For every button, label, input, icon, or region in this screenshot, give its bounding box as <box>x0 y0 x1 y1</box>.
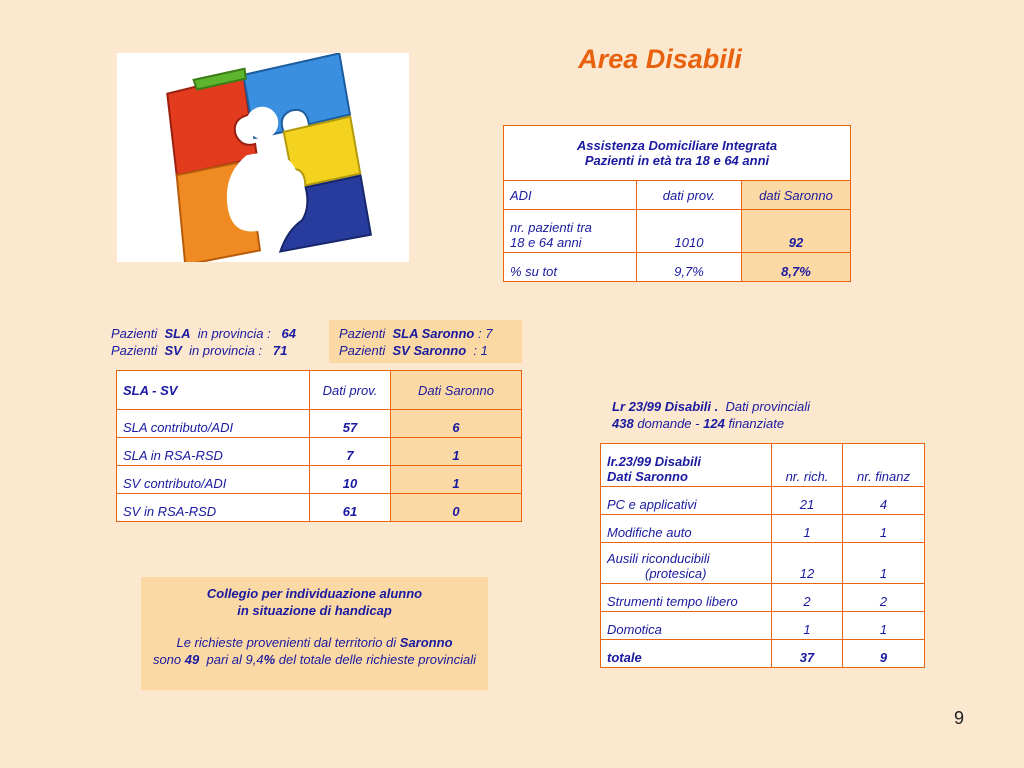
table-row <box>601 584 925 612</box>
sla-row-prov: 57 <box>310 410 391 438</box>
lr-row-label: Domotica <box>601 612 772 640</box>
adi-row-label-line1: nr. pazienti tra <box>510 220 592 235</box>
sla-row-prov: 61 <box>310 494 391 522</box>
lr-row-label: Modifiche auto <box>601 515 772 543</box>
adi-row-saronno: 92 <box>742 210 851 253</box>
lr-row-rich: 21 <box>772 487 843 515</box>
adi-table <box>503 125 851 282</box>
lr-total-finanz: 9 <box>843 640 925 668</box>
puzzle-image <box>117 53 409 262</box>
sla-row-prov: 7 <box>310 438 391 466</box>
lr-row-finanz: 1 <box>843 543 925 584</box>
lr-row-finanz: 1 <box>843 515 925 543</box>
sla-header-prov: Dati prov. <box>310 371 391 410</box>
table-row <box>117 466 522 494</box>
lr-row-label-line1: Ausili riconducibili <box>607 551 710 566</box>
table-row <box>601 612 925 640</box>
sla-row-saronno: 1 <box>391 466 522 494</box>
adi-caption-line2: Pazienti in età tra 18 e 64 anni <box>584 153 770 168</box>
lr-row-finanz: 1 <box>843 612 925 640</box>
sla-row-label: SLA contributo/ADI <box>117 410 310 438</box>
lr-total-label: totale <box>601 640 772 668</box>
pazienti-sla-line: Pazienti SLA in provincia : 64 <box>111 326 297 341</box>
page-title: Area Disabili <box>578 44 742 74</box>
pazienti-provincia <box>111 325 296 359</box>
adi-header-prov: dati prov. <box>637 181 742 210</box>
table-row <box>601 543 925 584</box>
lr-table <box>600 443 925 668</box>
lr-total-rich: 37 <box>772 640 843 668</box>
collegio-box <box>141 577 488 690</box>
lr-info-title: Lr 23/99 Disabili . Dati provinciali <box>612 399 810 414</box>
lr-header-line2: Dati Saronno <box>607 469 688 484</box>
adi-row-saronno: 8,7% <box>742 253 851 282</box>
adi-header-saronno: dati Saronno <box>742 181 851 210</box>
sla-row-prov: 10 <box>310 466 391 494</box>
lr-row-label: Strumenti tempo libero <box>601 584 772 612</box>
pazienti-saronno <box>329 320 522 363</box>
table-row <box>117 410 522 438</box>
table-row <box>601 487 925 515</box>
adi-row-label-line2: 18 e 64 anni <box>510 235 582 250</box>
table-row <box>504 253 851 282</box>
sla-row-saronno: 6 <box>391 410 522 438</box>
collegio-title-line1: Collegio per individuazione alunno <box>206 586 423 601</box>
adi-row-prov: 1010 <box>637 210 742 253</box>
sla-row-label: SV in RSA-RSD <box>117 494 310 522</box>
table-row <box>117 494 522 522</box>
lr-info-counts: 438 domande - 124 finanziate <box>612 416 785 431</box>
table-row <box>504 210 851 253</box>
adi-caption-line1: Assistenza Domiciliare Integrata <box>576 138 778 153</box>
sla-row-saronno: 1 <box>391 438 522 466</box>
pazienti-sv-line: Pazienti SV in provincia : 71 <box>111 343 288 358</box>
lr-row-label: PC e applicativi <box>601 487 772 515</box>
lr-row-rich: 2 <box>772 584 843 612</box>
collegio-title-line2: in situazione di handicap <box>237 603 392 618</box>
lr-header-label <box>601 444 772 487</box>
sla-header-saronno: Dati Saronno <box>391 371 522 410</box>
sla-row-saronno: 0 <box>391 494 522 522</box>
lr-row-label-line2: (protesica) <box>645 566 707 581</box>
sla-sv-table <box>116 370 522 522</box>
lr-header-finanz: nr. finanz <box>843 444 925 487</box>
lr-row-label <box>601 543 772 584</box>
page-number: 9 <box>953 708 964 728</box>
lr-info <box>612 398 810 432</box>
adi-row-label: % su tot <box>504 253 637 282</box>
pazienti-sv-saronno-line: Pazienti SV Saronno : 1 <box>339 343 488 358</box>
sla-row-label: SV contributo/ADI <box>117 466 310 494</box>
lr-row-finanz: 2 <box>843 584 925 612</box>
lr-row-rich: 12 <box>772 543 843 584</box>
table-row <box>601 515 925 543</box>
lr-header-line1: lr.23/99 Disabili <box>607 454 701 469</box>
lr-row-finanz: 4 <box>843 487 925 515</box>
lr-header-rich: nr. rich. <box>772 444 843 487</box>
puzzle-wheelchair-icon <box>117 53 409 262</box>
table-row <box>117 438 522 466</box>
sla-row-label: SLA in RSA-RSD <box>117 438 310 466</box>
lr-row-rich: 1 <box>772 515 843 543</box>
table-row-total <box>601 640 925 668</box>
sla-header-label: SLA - SV <box>117 371 310 410</box>
lr-row-rich: 1 <box>772 612 843 640</box>
adi-row-label <box>504 210 637 253</box>
pazienti-sla-saronno-line: Pazienti SLA Saronno : 7 <box>339 326 493 341</box>
adi-header-label: ADI <box>504 181 637 210</box>
adi-row-prov: 9,7% <box>637 253 742 282</box>
adi-caption <box>504 126 851 181</box>
collegio-text: Le richieste provenienti dal territorio di Saronno sono 49 pari al 9,4% del totale delle richieste provinciali <box>152 635 477 667</box>
